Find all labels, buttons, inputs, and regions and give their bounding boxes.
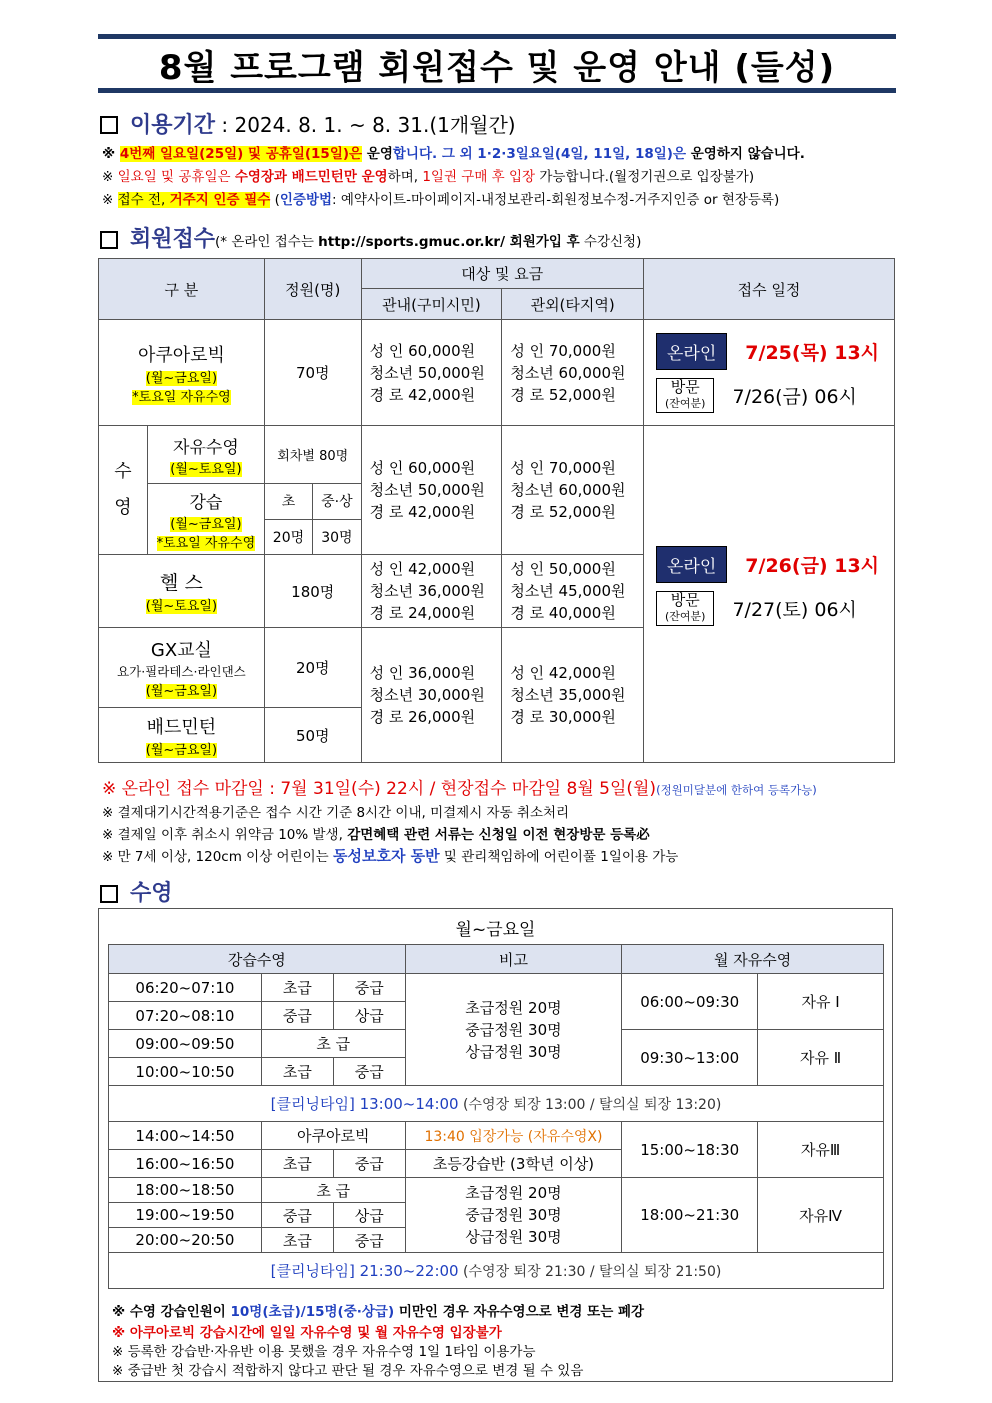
fee-line: 경 로 52,000원 [510,503,616,521]
fee-line: 성 인 70,000원 [510,341,616,360]
badminton-cell [99,708,265,763]
lesson-level: 상급 [333,1002,405,1030]
period-note-3: ※ 접수 전, 거주지 인증 필수 (인증방법: 예약사이트-마이페이지-내정보관리-회원정보수정-거주지인증 or 현장등록) [102,192,780,208]
fee-line: 경 로 42,000원 [369,503,476,521]
free-name: 자유Ⅲ [758,1122,884,1178]
free-time: 06:00~09:30 [622,974,758,1030]
aqua-capacity: 70명 [264,320,361,426]
fee-line: 경 로 26,000원 [369,708,476,726]
swim-outside-fees [502,426,644,555]
period-note-1: ※ 4번째 일요일(25일) 및 공휴일(15일)은 운영합니다. 그 외 1·2·3일요일(4일, 11일, 18일)은 운영하지 않습니다. [102,146,805,162]
children-a: ※ 만 7세 이상, 120cm 이상 어린이는 [102,849,333,865]
checkbox-square-icon [100,231,118,249]
aqua-outside-fees [502,320,644,426]
free-name: 자유 Ⅱ [758,1030,884,1086]
clean1-a: [클리닝타임] 13:00~14:00 [270,1095,459,1113]
online-badge: 온라인 [656,546,727,583]
children-b: 동성보호자 동반 [332,847,440,865]
swim-heading-line [100,876,173,907]
header-target: 대상 및 요금 [361,259,643,289]
header-outside: 관외(타지역) [502,289,644,320]
lesson-time: 14:00~14:50 [109,1122,262,1150]
note1-c: 합니다. 그 외 1·2·3일요일(4일, 11일, 18일)은 [392,146,686,162]
swim-label-2: 영 [114,497,132,518]
period-note-2: ※ 일요일 및 공휴일은 수영장과 배드민턴만 운영하며, 1일권 구매 후 입장 가능합니다.(월정기권으로 입장불가) [102,169,755,185]
cancel-a: ※ 결제일 이후 취소시 위약금 10% 발생, [102,827,348,843]
fee-line: 성 인 42,000원 [510,664,616,682]
cleaning-time-1 [109,1086,884,1122]
free-swim-capacity: 회차별 80명 [264,426,361,484]
lesson-time: 18:00~18:50 [109,1178,262,1203]
free-swim-days: (월~토요일) [170,461,242,477]
lesson-extra: *토요일 자유수영 [156,535,256,551]
capacity-line: 상급정원 30명 [465,1042,562,1061]
lesson-level: 중급 [333,1058,405,1086]
clean2-b: (수영장 퇴장 21:30 / 탈의실 퇴장 21:50) [458,1264,722,1280]
lesson-name: 강습 [189,492,223,513]
aqua-days: (월~금요일) [145,370,218,386]
note-children [102,845,678,866]
fee-line: 성 인 60,000원 [369,459,476,477]
fee-line: 경 로 42,000원 [369,385,476,404]
lesson-time: 06:20~07:10 [109,974,262,1002]
cancel-b: 감면혜택 관련 서류는 신청일 이전 현장방문 등록必 [347,827,650,843]
lesson-time: 10:00~10:50 [109,1058,262,1086]
fee-line: 청소년 45,000원 [510,582,626,600]
note-aqua-entry: 13:40 입장가능 (자유수영Ⅹ) [405,1122,622,1150]
lesson-level: 초급 [261,1150,333,1178]
note2-a: 일요일 및 공휴일은 [117,169,235,185]
swim-footnote-2: ※ 아쿠아로빅 강습시간에 일일 자유수영 및 월 자유수영 입장불가 [112,1325,502,1341]
aqua-name: 아쿠아로빅 [137,344,225,366]
page-title: 8월 프로그램 회원접수 및 운영 안내 (들성) [158,48,836,88]
swim-table [108,944,884,1289]
fee-line: 청소년 50,000원 [369,363,485,382]
swim-local-fees [361,426,502,555]
header-local: 관내(구미시민) [361,289,502,320]
online-date: 7/26(금) 13시 [745,555,880,577]
swim-footnote-4: ※ 중급반 첫 강습시 적합하지 않다고 판단 될 경우 자유수영으로 변경 될 수 있음 [112,1363,584,1379]
header-free: 월 자유수영 [622,945,884,974]
membership-heading: 회원접수 [130,227,216,252]
note3-e: : 예약사이트-마이페이지-내정보관리-회원정보수정-거주지인증 or 현장등록) [332,192,780,208]
lesson-time: 09:00~09:50 [109,1030,262,1058]
note2-c: 하며, [387,169,423,185]
lesson-level: 초급 [261,1058,333,1086]
fee-line: 경 로 40,000원 [510,604,616,622]
f1-a: ※ 수영 강습인원이 [112,1304,231,1320]
gx-days: (월~금요일) [145,684,218,699]
deadline-b: (정원미달분에 한하여 등록가능) [656,783,817,797]
fee-line: 성 인 70,000원 [510,459,616,477]
fee-line: 청소년 50,000원 [369,481,485,499]
fee-table [98,258,895,763]
lesson-cap-beginner: 20명 [265,519,313,554]
capacity-line: 중급정원 30명 [465,1206,562,1224]
health-capacity: 180명 [264,555,361,628]
f1-b: 10명(초급)/15명(중·상급) [230,1304,395,1320]
membership-note-a: (* 온라인 접수는 [215,234,319,250]
gx-sub: 요가·필라테스·라인댄스 [117,664,246,679]
fee-line: 경 로 24,000원 [369,604,476,622]
fee-line: 경 로 30,000원 [510,708,616,726]
note-payment-wait: ※ 결제대기시간적용기준은 접수 시간 기준 8시간 이내, 미결제시 자동 취소처리 [102,805,570,821]
note-cancel [102,823,650,843]
lesson-level: 중급 [333,974,405,1002]
deadline-note [102,774,817,799]
header-schedule: 접수 일정 [644,259,895,320]
health-local-fees [361,555,502,628]
schedule-2 [644,426,895,763]
lesson-level: 상급 [333,1203,405,1228]
gx-local-fees [361,628,502,763]
lesson-time: 07:20~08:10 [109,1002,262,1030]
lesson-level: 중급 [333,1228,405,1253]
lesson-level: 중급 [333,1150,405,1178]
capacity-line: 초급정원 20명 [465,1184,562,1202]
membership-line [100,222,641,253]
visit-label: 방문 [670,591,700,609]
fee-line: 성 인 60,000원 [369,341,476,360]
note1-a: 4번째 일요일(25일) 및 공휴일(15일)은 [119,146,363,162]
fee-line: 성 인 36,000원 [369,664,476,682]
header-lesson: 강습수영 [109,945,406,974]
gx-cell [99,628,265,708]
badminton-name: 배드민턴 [146,716,217,738]
badminton-capacity: 50명 [264,708,361,763]
fee-line: 청소년 36,000원 [369,582,485,600]
swim-box-title: 월~금요일 [455,920,536,940]
aqua-cell [99,320,265,426]
visit-label: 방문 [670,377,700,396]
swim-footnote-3: ※ 등록한 강습반·자유반 이용 못했을 경우 자유수영 1일 1타임 이용가능 [112,1344,536,1360]
note-capacity-b [405,1178,622,1253]
fee-line: 청소년 35,000원 [510,686,626,704]
gx-name: GX교실 [150,640,212,661]
clean2-a: [클리닝타임] 21:30~22:00 [270,1262,459,1280]
free-name: 자유Ⅳ [758,1178,884,1253]
note2-e: 가능합니다.(월정기권으로 입장불가) [535,169,755,185]
children-c: 및 관리책임하에 어린이풀 1일이용 가능 [439,849,679,865]
checkbox-square-icon [100,885,118,903]
cleaning-time-2 [109,1253,884,1289]
health-outside-fees [502,555,644,628]
lesson-level: 중급 [261,1002,333,1030]
health-cell [99,555,265,628]
lesson-time: 20:00~20:50 [109,1228,262,1253]
lesson-level: 초 급 [261,1178,405,1203]
capacity-line: 상급정원 30명 [465,1228,562,1246]
online-date: 7/25(목) 13시 [745,341,880,364]
free-swim-name: 자유수영 [173,437,239,458]
gx-outside-fees [502,628,644,763]
gx-capacity: 20명 [264,628,361,708]
membership-note-c: 수강신청) [579,234,642,250]
note1-d: 운영하지 않습니다. [686,146,805,162]
lesson-level: 초급 [261,1228,333,1253]
visit-sub: (잔여분) [665,610,706,623]
free-time: 18:00~21:30 [622,1178,758,1253]
lesson-level: 초 급 [261,1030,405,1058]
visit-sub: (잔여분) [665,396,706,410]
lesson-level: 중급 [261,1203,333,1228]
note3-c: ( [270,192,280,208]
note2-b: 수영장과 배드민턴만 운영 [234,169,388,185]
note1-b: 운영 [362,146,393,162]
header-note: 비고 [405,945,622,974]
health-name: 헬 스 [160,572,203,594]
fee-line: 청소년 60,000원 [510,481,626,499]
period-value: : 2024. 8. 1. ~ 8. 31.(1개월간) [215,113,516,137]
visit-badge [656,378,714,413]
free-time: 09:30~13:00 [622,1030,758,1086]
period-line [100,108,516,139]
membership-note-b: http://sports.gmuc.or.kr/ 회원가입 후 [318,234,580,250]
free-time: 15:00~18:30 [622,1122,758,1178]
checkbox-square-icon [100,116,118,134]
note-capacity-a [405,974,622,1086]
lesson-level-beginner: 초 [265,484,313,519]
lesson-time: 19:00~19:50 [109,1203,262,1228]
deadline-a: ※ 온라인 접수 마감일 : 7월 31일(수) 22시 / 현장접수 마감일 8월 5일(월) [102,779,657,799]
lesson-cap-mid: 30명 [321,529,353,546]
capacity-line: 초급정원 20명 [465,998,562,1017]
fee-line: 청소년 30,000원 [369,686,485,704]
aqua-local-fees [361,320,502,426]
note2-d: 1일권 구매 후 입장 [422,169,536,185]
swim-label [99,426,148,555]
capacity-line: 중급정원 30명 [465,1020,562,1039]
period-heading: 이용기간 [130,113,216,138]
free-swim-cell [147,426,264,484]
note3-d: 인증방법 [279,192,333,208]
lesson-level: 초급 [261,974,333,1002]
fee-line: 경 로 52,000원 [510,385,616,404]
health-days: (월~토요일) [145,599,218,614]
visit-badge [656,591,714,626]
fee-line: 성 인 50,000원 [510,560,616,578]
fee-line: 성 인 42,000원 [369,560,476,578]
fee-line: 청소년 60,000원 [510,363,626,382]
lesson-capacity [264,484,361,555]
f1-c: 미만인 경우 자유수영으로 변경 또는 폐강 [394,1304,645,1320]
lesson-level: 아쿠아로빅 [261,1122,405,1150]
clean1-b: (수영장 퇴장 13:00 / 탈의실 퇴장 13:20) [458,1097,722,1113]
visit-date: 7/27(토) 06시 [732,599,857,621]
visit-date: 7/26(금) 06시 [732,385,857,408]
note3-a: 접수 전, [117,192,170,208]
swim-heading: 수영 [130,881,173,906]
note3-b: 거주지 인증 필수 [169,192,271,208]
badminton-days: (월~금요일) [145,742,218,758]
lesson-level-mid: 중·상 [313,484,361,519]
aqua-extra: *토요일 자유수영 [132,389,231,405]
online-badge: 온라인 [656,333,727,370]
swim-label-1: 수 [114,461,132,482]
lesson-time: 16:00~16:50 [109,1150,262,1178]
lesson-days: (월~금요일) [170,516,242,532]
header-category: 구 분 [99,259,265,320]
note-elementary: 초등강습반 (3학년 이상) [405,1150,622,1178]
free-name: 자유 Ⅰ [758,974,884,1030]
schedule-1 [644,320,895,426]
header-capacity: 정원(명) [264,259,361,320]
swim-footnote-1 [112,1300,644,1320]
lesson-cell [147,484,264,555]
